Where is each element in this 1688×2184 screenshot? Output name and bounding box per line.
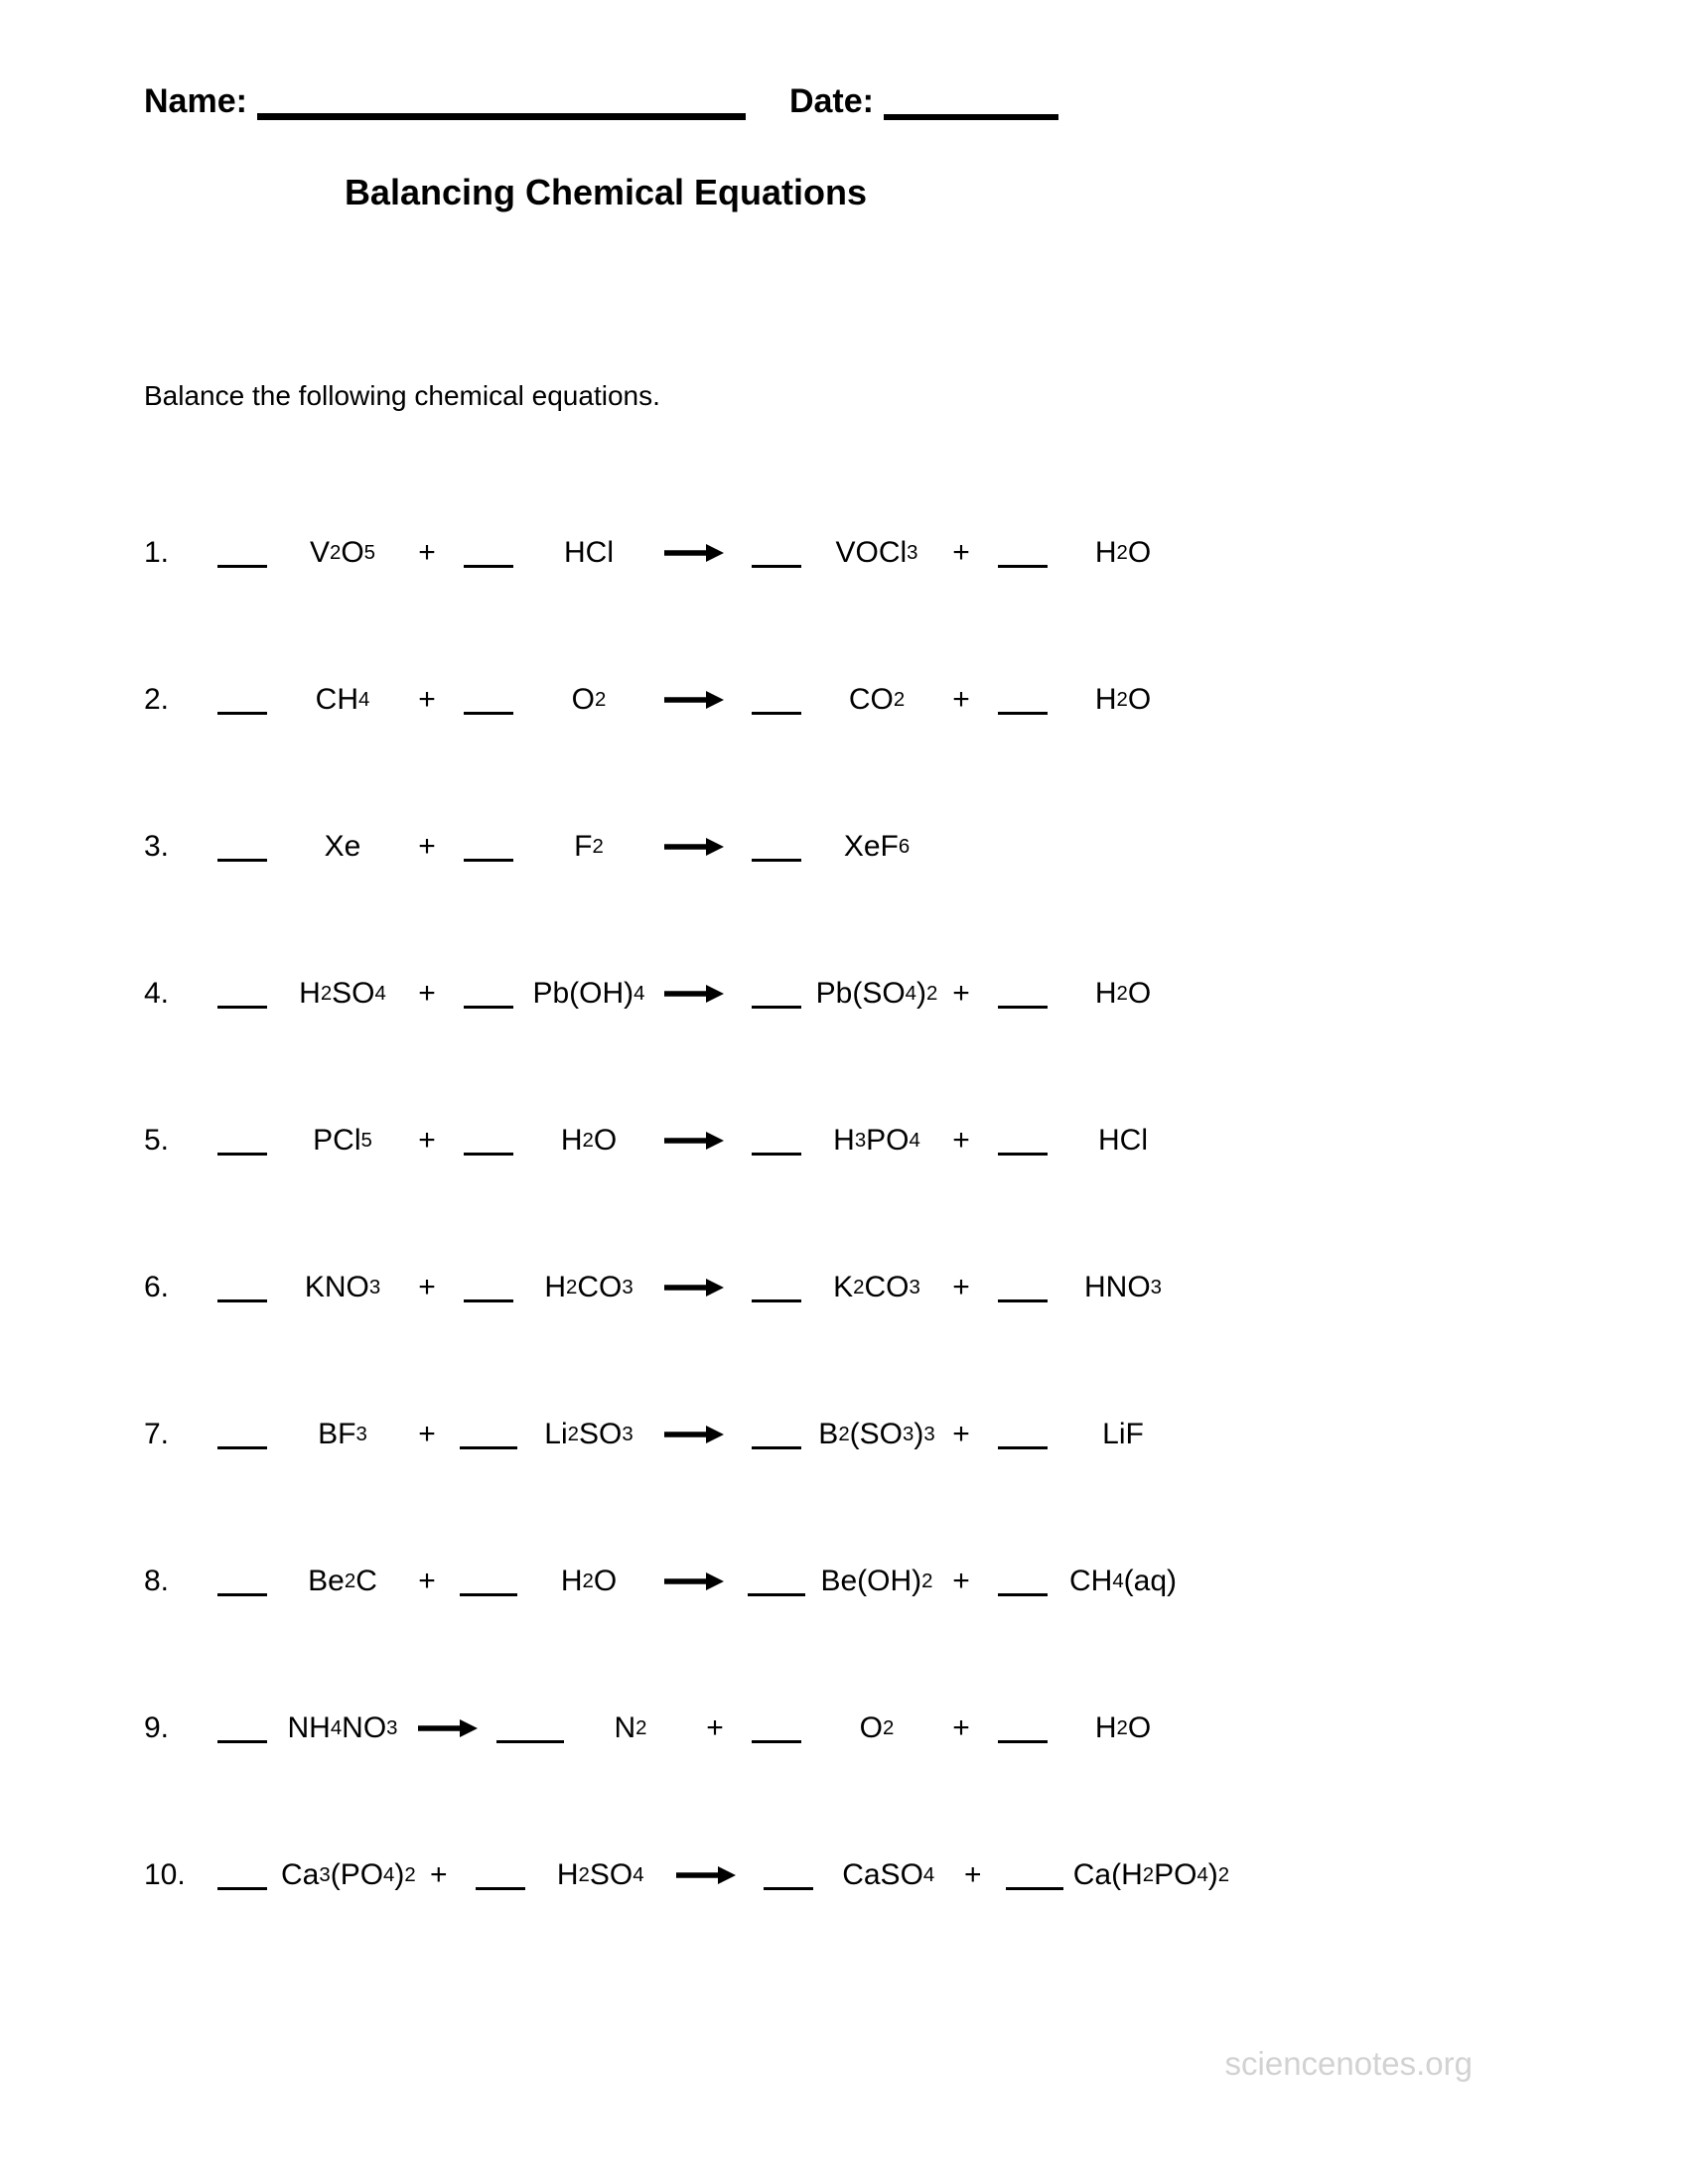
formula: H 2 O (560, 1565, 618, 1597)
coefficient-blank (984, 1727, 1061, 1730)
blank-underline (998, 712, 1048, 715)
formula: H 2 O (1094, 977, 1152, 1010)
formula: K 2 CO 3 (833, 1271, 920, 1303)
equation-row (144, 1655, 1688, 1802)
formula: HNO 3 (1083, 1271, 1162, 1303)
blank-underline (752, 859, 801, 862)
name-date-row (144, 71, 1688, 120)
coefficient-blank (738, 699, 815, 702)
coefficient-blank (450, 1140, 527, 1143)
equation-row (144, 1508, 1688, 1655)
coefficient-blank (204, 1140, 281, 1143)
formula: H 2 O (560, 1124, 618, 1157)
coefficient-blank (984, 699, 1061, 702)
plus-sign: + (963, 1858, 982, 1891)
instruction-text: Balance the following chemical equations. (144, 380, 660, 411)
formula: CaSO 4 (842, 1858, 935, 1891)
plus-sign: + (952, 1711, 970, 1744)
blank-underline (464, 712, 513, 715)
formula: O 2 (571, 683, 607, 716)
blank-underline (998, 1446, 1048, 1449)
formula: HCl (564, 536, 614, 569)
formula: HCl (1098, 1124, 1148, 1157)
blank-underline (998, 1593, 1048, 1596)
formula: O 2 (859, 1711, 895, 1744)
equation-number: 6. (144, 1271, 170, 1303)
formula: NH 4 NO 3 (287, 1711, 398, 1744)
coefficient-blank (204, 552, 281, 555)
blank-underline (752, 712, 801, 715)
blank-underline (217, 1006, 267, 1009)
equation-number: 5. (144, 1124, 170, 1157)
blank-underline (752, 1153, 801, 1156)
blank-underline (464, 1299, 513, 1302)
coefficient-blank (450, 846, 527, 849)
blank-underline (998, 1740, 1048, 1743)
blank-underline (998, 1006, 1048, 1009)
blank-underline (464, 1153, 513, 1156)
equations-list (144, 479, 1688, 1949)
coefficient-blank (984, 1140, 1061, 1143)
blank-underline (748, 1593, 805, 1596)
page-title: Balancing Chemical Equations (344, 172, 868, 212)
blank-underline (217, 1153, 267, 1156)
coefficient-blank (750, 1874, 827, 1877)
blank-underline (998, 1299, 1048, 1302)
equation-number: 8. (144, 1565, 170, 1597)
reaction-arrow-icon (650, 1570, 738, 1592)
plus-sign: + (418, 830, 436, 863)
plus-sign: + (418, 1271, 436, 1303)
equation-row (144, 1067, 1688, 1214)
blank-underline (217, 1740, 267, 1743)
coefficient-blank (204, 1580, 281, 1583)
formula: XeF 6 (843, 830, 911, 863)
coefficient-blank (204, 1433, 281, 1436)
blank-underline (464, 859, 513, 862)
coefficient-blank (450, 993, 527, 996)
coefficient-blank (738, 552, 815, 555)
equation-number: 10. (144, 1858, 186, 1891)
coefficient-blank (450, 552, 527, 555)
coefficient-blank (462, 1874, 539, 1877)
reaction-arrow-icon (662, 1864, 750, 1886)
blank-underline (460, 1593, 517, 1596)
coefficient-blank (984, 993, 1061, 996)
blank-underline (998, 1153, 1048, 1156)
formula: V 2 O 5 (309, 536, 376, 569)
plus-sign: + (952, 683, 970, 716)
formula: H 2 CO 3 (544, 1271, 633, 1303)
blank-underline (752, 1446, 801, 1449)
equation-number: 4. (144, 977, 170, 1010)
formula: H 2 O (1094, 536, 1152, 569)
plus-sign: + (418, 536, 436, 569)
coefficient-blank (738, 1433, 815, 1436)
plus-sign: + (418, 1418, 436, 1450)
blank-underline (464, 1006, 513, 1009)
equation-row (144, 479, 1688, 626)
coefficient-blank (738, 1140, 815, 1143)
equation-row (144, 1214, 1688, 1361)
blank-underline (217, 1446, 267, 1449)
date-blank-line (884, 72, 1058, 120)
blank-underline (752, 1740, 801, 1743)
formula: Ca(H 2 PO 4 ) 2 (1072, 1858, 1230, 1891)
coefficient-blank (204, 1727, 281, 1730)
formula: PCl 5 (313, 1124, 372, 1157)
watermark: sciencenotes.org (1224, 2045, 1473, 2082)
plus-sign: + (429, 1858, 448, 1891)
coefficient-blank (738, 993, 815, 996)
formula: H 2 O (1094, 1711, 1152, 1744)
formula: H 2 SO 4 (299, 977, 386, 1010)
coefficient-blank (204, 1874, 281, 1877)
equation-number: 3. (144, 830, 170, 863)
blank-underline (752, 1299, 801, 1302)
equation-number: 9. (144, 1711, 170, 1744)
plus-sign: + (418, 1124, 436, 1157)
coefficient-blank (204, 993, 281, 996)
formula: Pb(OH) 4 (532, 977, 645, 1010)
formula: H 3 PO 4 (833, 1124, 920, 1157)
formula: CH 4 (aq) (1068, 1565, 1178, 1597)
formula: BF 3 (318, 1418, 367, 1450)
coefficient-blank (450, 1580, 527, 1583)
blank-underline (217, 712, 267, 715)
equation-row (144, 773, 1688, 920)
coefficient-blank (738, 846, 815, 849)
blank-underline (217, 565, 267, 568)
plus-sign: + (418, 1565, 436, 1597)
coefficient-blank (204, 699, 281, 702)
coefficient-blank (996, 1874, 1073, 1877)
formula: Be(OH) 2 (820, 1565, 933, 1597)
name-label: Name: (144, 81, 247, 120)
coefficient-blank (450, 1433, 527, 1436)
coefficient-blank (738, 1580, 815, 1583)
equation-row (144, 1802, 1688, 1949)
formula: CH 4 (315, 683, 370, 716)
formula: F 2 (574, 830, 604, 863)
coefficient-blank (204, 846, 281, 849)
equation-number: 1. (144, 536, 170, 569)
coefficient-blank (984, 1287, 1061, 1290)
plus-sign: + (952, 1124, 970, 1157)
blank-underline (217, 1299, 267, 1302)
formula: Pb(SO 4 ) 2 (815, 977, 938, 1010)
reaction-arrow-icon (650, 836, 738, 858)
plus-sign: + (418, 683, 436, 716)
reaction-arrow-icon (404, 1717, 492, 1739)
formula: Be 2 C (308, 1565, 377, 1597)
coefficient-blank (738, 1727, 815, 1730)
reaction-arrow-icon (650, 1277, 738, 1298)
plus-sign: + (952, 977, 970, 1010)
blank-underline (476, 1887, 525, 1890)
blank-underline (752, 565, 801, 568)
formula: Xe (324, 830, 361, 863)
equation-row (144, 626, 1688, 773)
formula: N 2 (614, 1711, 647, 1744)
plus-sign: + (418, 977, 436, 1010)
blank-underline (496, 1740, 564, 1743)
formula: Ca 3 (PO 4 ) 2 (281, 1858, 416, 1891)
formula: B 2 (SO 3 ) 3 (818, 1418, 935, 1450)
reaction-arrow-icon (650, 1424, 738, 1445)
plus-sign: + (952, 1565, 970, 1597)
plus-sign: + (952, 536, 970, 569)
coefficient-blank (984, 1433, 1061, 1436)
blank-underline (464, 565, 513, 568)
blank-underline (998, 565, 1048, 568)
blank-underline (752, 1006, 801, 1009)
formula: LiF (1102, 1418, 1144, 1450)
equation-number: 7. (144, 1418, 170, 1450)
blank-underline (764, 1887, 813, 1890)
blank-underline (217, 1593, 267, 1596)
coefficient-blank (450, 1287, 527, 1290)
formula: CO 2 (848, 683, 906, 716)
equation-number: 2. (144, 683, 170, 716)
reaction-arrow-icon (650, 1130, 738, 1152)
formula: Li 2 SO 3 (544, 1418, 633, 1450)
reaction-arrow-icon (650, 542, 738, 564)
coefficient-blank (984, 552, 1061, 555)
coefficient-blank (492, 1727, 569, 1730)
formula: KNO 3 (304, 1271, 381, 1303)
blank-underline (217, 859, 267, 862)
coefficient-blank (984, 1580, 1061, 1583)
formula: H 2 SO 4 (556, 1858, 644, 1891)
equation-row (144, 920, 1688, 1067)
coefficient-blank (450, 699, 527, 702)
reaction-arrow-icon (650, 983, 738, 1005)
blank-underline (460, 1446, 517, 1449)
equation-row (144, 1361, 1688, 1508)
plus-sign: + (952, 1418, 970, 1450)
name-blank-line (257, 71, 746, 120)
formula: VOCl 3 (835, 536, 918, 569)
plus-sign: + (952, 1271, 970, 1303)
blank-underline (1006, 1887, 1063, 1890)
coefficient-blank (204, 1287, 281, 1290)
formula: H 2 O (1094, 683, 1152, 716)
coefficient-blank (738, 1287, 815, 1290)
reaction-arrow-icon (650, 689, 738, 711)
plus-sign: + (706, 1711, 724, 1744)
blank-underline (217, 1887, 267, 1890)
date-label: Date: (788, 81, 874, 120)
